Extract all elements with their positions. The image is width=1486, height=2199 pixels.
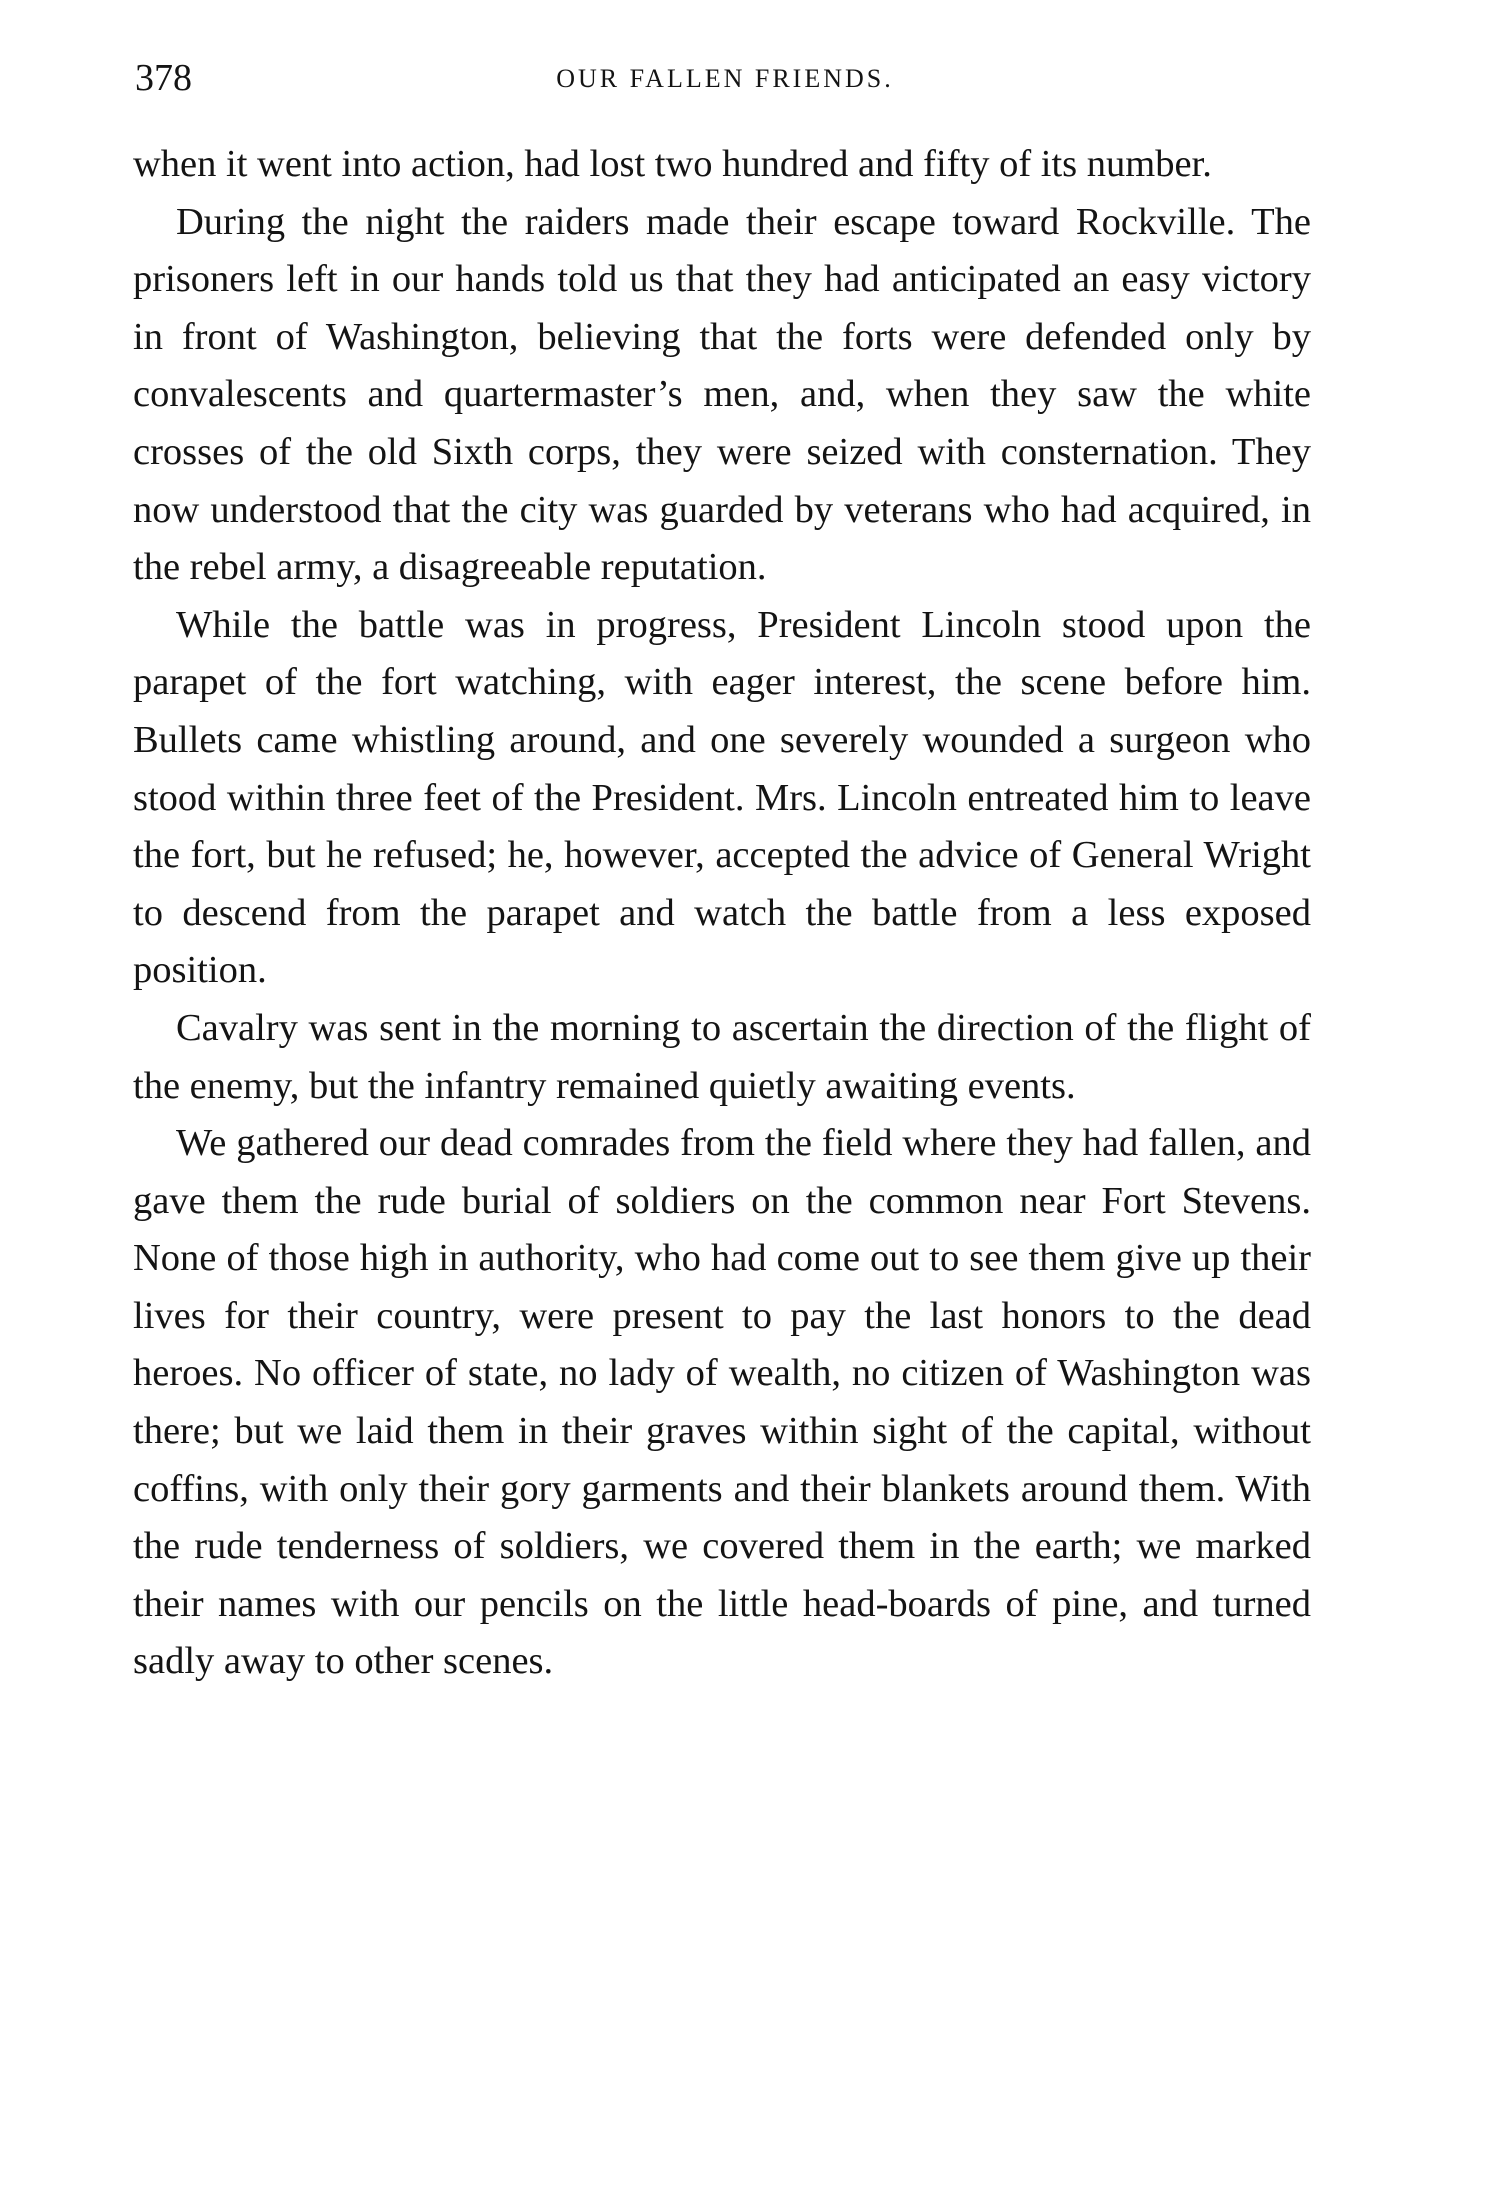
- paragraph-burial: We gathered our dead comrades from the field where they had fallen, and gave them the rude burial of soldiers on the common near Fort Stevens. None of those high in authority, who had come out to see them give up their lives for their country, were present to pay the last honors to the dead heroes. No officer of state, no lady of wealth, no citizen of Washington was there; but we laid them in their graves within sight of the capital, without coffins, with only their gory garments and their blankets around them. With the rude tenderness of soldiers, we covered them in the earth; we marked their names with our pencils on the little head-boards of pine, and turned sadly away to other scenes.: [133, 1122, 1311, 1683]
- paragraph-continuation: when it went into action, had lost two hundred and fifty of its number.: [133, 143, 1212, 185]
- body-text: [133, 136, 1311, 1691]
- page-number: 378: [135, 57, 192, 99]
- paragraph-raiders-escape: During the night the raiders made their escape toward Rockville. The prisoners left in our hands told us that they had anticipated an easy victory in front of Washington, believing that the forts were defended only by convalescents and quartermaster’s men, and, when they saw the white crosses of the old Sixth corps, they were seized with consternation. They now understood that the city was guarded by veterans who had acquired, in the rebel army, a disagreeable reputation.: [133, 200, 1311, 589]
- page-header: [135, 58, 1315, 98]
- paragraph-lincoln-parapet: While the battle was in progress, President Lincoln stood upon the parapet of the fort watching, with eager interest, the scene before him. Bullets came whistling around, and one severely wounded a surgeon who stood within three feet of the President. Mrs. Lincoln entreated him to leave the fort, but he refused; he, however, accepted the advice of General Wright to descend from the parapet and watch the battle from a less exposed position.: [133, 603, 1311, 992]
- running-title: OUR FALLEN FRIENDS.: [556, 64, 894, 93]
- paragraph-cavalry: Cavalry was sent in the morning to ascertain the direction of the flight of the enemy, but the infantry remained quietly awaiting events.: [133, 1006, 1311, 1107]
